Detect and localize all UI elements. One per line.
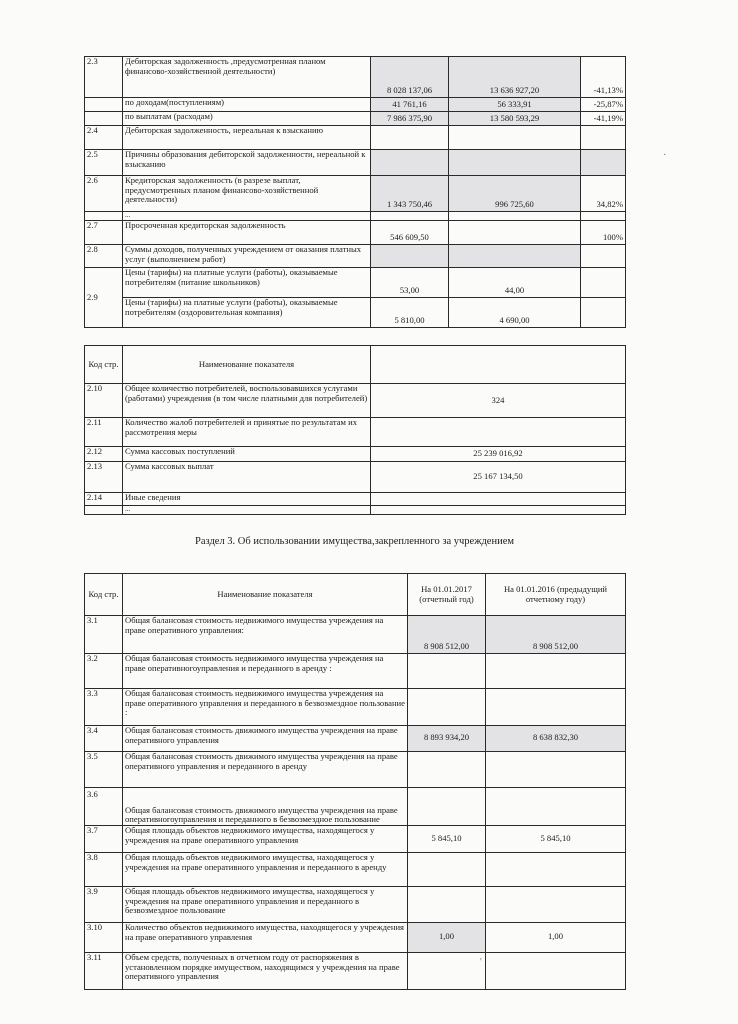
row-name: Объем средств, полученных в отчетном году от распоряжения в установленном порядке имуществом, находящимся у учреждения на праве оперативного управления bbox=[123, 953, 408, 990]
row-value bbox=[371, 418, 626, 447]
row-value bbox=[371, 493, 626, 506]
row-code bbox=[85, 98, 123, 112]
value-previous: 56 333,91 bbox=[449, 98, 581, 112]
row-code: 2.13 bbox=[85, 462, 123, 493]
row-code: 2.11 bbox=[85, 418, 123, 447]
value-current: 5 845,10 bbox=[408, 826, 486, 853]
table-row bbox=[85, 57, 626, 98]
value-current bbox=[408, 689, 486, 726]
row-name: по выплатам (расходам) bbox=[123, 112, 371, 126]
header-code: Код стр. bbox=[85, 574, 123, 616]
table-row bbox=[85, 418, 626, 447]
table-row bbox=[85, 447, 626, 462]
value-current: 53,00 bbox=[371, 268, 449, 298]
table-row bbox=[85, 654, 626, 689]
row-code: 2.14 bbox=[85, 493, 123, 506]
value-current bbox=[408, 752, 486, 788]
row-code: 2.7 bbox=[85, 221, 123, 245]
row-value bbox=[371, 506, 626, 515]
value-current bbox=[408, 788, 486, 826]
value-previous bbox=[486, 752, 626, 788]
row-code bbox=[85, 506, 123, 515]
change-percent: 34,82% bbox=[581, 176, 626, 212]
value-current: 8 893 934,20 bbox=[408, 726, 486, 752]
value-current: 8 028 137,06 bbox=[371, 57, 449, 98]
row-name: Дебиторская задолженность ,предусмотренная планом финансово-хозяйственной деятельности) bbox=[123, 57, 371, 98]
table-row bbox=[85, 112, 626, 126]
header-value bbox=[371, 346, 626, 384]
change-percent bbox=[581, 126, 626, 150]
row-code: 2.3 bbox=[85, 57, 123, 98]
table-row bbox=[85, 126, 626, 150]
row-name: Общая балансовая стоимость недвижимого имущества учреждения на праве оперативного управления: bbox=[123, 616, 408, 654]
table-row bbox=[85, 788, 626, 826]
change-percent bbox=[581, 150, 626, 176]
value-previous: 13 636 927,20 bbox=[449, 57, 581, 98]
value-previous: 5 845,10 bbox=[486, 826, 626, 853]
value-previous: 8 908 512,00 bbox=[486, 616, 626, 654]
row-name: Общая балансовая стоимость движимого имущества учреждения на праве оперативногоуправления и переданного в безвозмездное пользование bbox=[123, 788, 408, 826]
row-name: Сумма кассовых поступлений bbox=[123, 447, 371, 462]
table-row bbox=[85, 887, 626, 923]
row-code: 3.6 bbox=[85, 788, 123, 826]
row-code: 3.3 bbox=[85, 689, 123, 726]
row-code: 3.11 bbox=[85, 953, 123, 990]
row-name: Просроченная кредиторская задолженность bbox=[123, 221, 371, 245]
value-previous bbox=[449, 126, 581, 150]
table-row bbox=[85, 268, 626, 298]
row-name: Общая площадь объектов недвижимого имущества, находящегося у учреждения на праве оперативного управления и переданного в безвозмездное пользование bbox=[123, 887, 408, 923]
table-row bbox=[85, 493, 626, 506]
value-previous: 1,00 bbox=[486, 923, 626, 953]
change-percent: 100% bbox=[581, 221, 626, 245]
scan-speck: · bbox=[663, 150, 667, 161]
value-previous bbox=[486, 953, 626, 990]
value-previous: 8 638 832,30 bbox=[486, 726, 626, 752]
row-name: ... bbox=[123, 212, 371, 221]
row-name: Суммы доходов, полученных учреждением от оказания платных услуг (выполнением работ) bbox=[123, 245, 371, 268]
row-name: Кредиторская задолженность (в разрезе выплат, предусмотренных планом финансово-хозяйственной деятельности) bbox=[123, 176, 371, 212]
table-row bbox=[85, 245, 626, 268]
value-current: 5 810,00 bbox=[371, 298, 449, 328]
value-current bbox=[371, 126, 449, 150]
value-previous: 44,00 bbox=[449, 268, 581, 298]
row-name: Общая балансовая стоимость недвижимого имущества учреждения на праве оперативного управления и переданного в безвозмездное пользование : bbox=[123, 689, 408, 726]
scan-speck: ' bbox=[480, 957, 482, 968]
header-name: Наименование показателя bbox=[123, 346, 371, 384]
value-current bbox=[408, 953, 486, 990]
row-code: 3.10 bbox=[85, 923, 123, 953]
row-name: Общая балансовая стоимость движимого имущества учреждения на праве оперативного управления bbox=[123, 726, 408, 752]
table-row bbox=[85, 98, 626, 112]
row-name: Дебиторская задолженность, нереальная к взысканию bbox=[123, 126, 371, 150]
section-3-heading: Раздел 3. Об использовании имущества,закрепленного за учреждением bbox=[194, 536, 514, 547]
value-previous bbox=[449, 245, 581, 268]
table-row bbox=[85, 298, 626, 328]
table-row bbox=[85, 853, 626, 887]
table-row bbox=[85, 150, 626, 176]
change-percent: -41,13% bbox=[581, 57, 626, 98]
row-name: по доходам(поступлениям) bbox=[123, 98, 371, 112]
table-row bbox=[85, 221, 626, 245]
value-previous: 13 580 593,29 bbox=[449, 112, 581, 126]
value-current bbox=[408, 853, 486, 887]
row-code: 2.6 bbox=[85, 176, 123, 212]
header-reporting-year: На 01.01.2017 (отчетный год) bbox=[408, 574, 486, 616]
row-name: Причины образования дебиторской задолженности, нереальной к взысканию bbox=[123, 150, 371, 176]
value-previous bbox=[449, 212, 581, 221]
table-row bbox=[85, 752, 626, 788]
table-row bbox=[85, 384, 626, 418]
table-header-row bbox=[85, 574, 626, 616]
value-current: 8 908 512,00 bbox=[408, 616, 486, 654]
row-name: Общая площадь объектов недвижимого имущества, находящегося у учреждения на праве оперативного управления bbox=[123, 826, 408, 853]
header-code: Код стр. bbox=[85, 346, 123, 384]
value-current bbox=[371, 245, 449, 268]
row-code: 2.4 bbox=[85, 126, 123, 150]
row-name: Общая площадь объектов недвижимого имущества, находящегося у учреждения на праве оперативного управления и переданного в аренду bbox=[123, 853, 408, 887]
table-row bbox=[85, 726, 626, 752]
row-value: 324 bbox=[371, 384, 626, 418]
row-name: Цены (тарифы) на платные услуги (работы), оказываемые потребителям (питание школьников) bbox=[123, 268, 371, 298]
row-code bbox=[85, 212, 123, 221]
row-code: 3.7 bbox=[85, 826, 123, 853]
row-code: 3.2 bbox=[85, 654, 123, 689]
row-code: 2.10 bbox=[85, 384, 123, 418]
row-code: 2.8 bbox=[85, 245, 123, 268]
row-name: Сумма кассовых выплат bbox=[123, 462, 371, 493]
row-name: Общая балансовая стоимость недвижимого имущества учреждения на праве оперативногоуправления и переданного в аренду : bbox=[123, 654, 408, 689]
value-current: 1,00 bbox=[408, 923, 486, 953]
value-current: 7 986 375,90 bbox=[371, 112, 449, 126]
table-row bbox=[85, 923, 626, 953]
value-previous bbox=[486, 654, 626, 689]
table-row bbox=[85, 689, 626, 726]
table-row bbox=[85, 826, 626, 853]
value-current: 41 761,16 bbox=[371, 98, 449, 112]
row-code: 3.9 bbox=[85, 887, 123, 923]
value-current: 1 343 750,46 bbox=[371, 176, 449, 212]
row-code: 2.12 bbox=[85, 447, 123, 462]
value-previous bbox=[486, 853, 626, 887]
row-name: Общее количество потребителей, воспользовавшихся услугами (работами) учреждения (в том числе платными для потребителей) bbox=[123, 384, 371, 418]
change-percent bbox=[581, 212, 626, 221]
row-name: Иные сведения bbox=[123, 493, 371, 506]
table-row bbox=[85, 953, 626, 990]
value-previous: 996 725,60 bbox=[449, 176, 581, 212]
value-previous bbox=[486, 689, 626, 726]
row-code bbox=[85, 112, 123, 126]
row-name: ... bbox=[123, 506, 371, 515]
row-code: 3.4 bbox=[85, 726, 123, 752]
row-code: 3.1 bbox=[85, 616, 123, 654]
row-code: 3.8 bbox=[85, 853, 123, 887]
header-name: Наименование показателя bbox=[123, 574, 408, 616]
value-previous bbox=[449, 150, 581, 176]
property-usage-table bbox=[84, 573, 626, 990]
value-current bbox=[371, 212, 449, 221]
value-previous: 4 690,00 bbox=[449, 298, 581, 328]
change-percent: -25,87% bbox=[581, 98, 626, 112]
table-row bbox=[85, 176, 626, 212]
table-row bbox=[85, 506, 626, 515]
row-code: 2.5 bbox=[85, 150, 123, 176]
row-name: Общая балансовая стоимость движимого имущества учреждения на праве оперативного управления и переданного в аренду bbox=[123, 752, 408, 788]
change-percent bbox=[581, 245, 626, 268]
change-percent bbox=[581, 298, 626, 328]
table-row bbox=[85, 212, 626, 221]
row-value: 25 239 016,92 bbox=[371, 447, 626, 462]
row-code: 3.5 bbox=[85, 752, 123, 788]
value-previous bbox=[486, 887, 626, 923]
value-current bbox=[408, 887, 486, 923]
change-percent: -41,19% bbox=[581, 112, 626, 126]
value-current: 546 609,50 bbox=[371, 221, 449, 245]
value-current bbox=[371, 150, 449, 176]
change-percent bbox=[581, 268, 626, 298]
row-name: Количество жалоб потребителей и принятые по результатам их рассмотрения меры bbox=[123, 418, 371, 447]
financial-indicators-table bbox=[84, 56, 626, 328]
value-previous bbox=[486, 788, 626, 826]
header-previous-year: На 01.01.2016 (предыдущий отчетному году) bbox=[486, 574, 626, 616]
table-header-row bbox=[85, 346, 626, 384]
value-current bbox=[408, 654, 486, 689]
value-previous bbox=[449, 221, 581, 245]
row-value: 25 167 134,50 bbox=[371, 462, 626, 493]
table-row bbox=[85, 616, 626, 654]
table-row bbox=[85, 462, 626, 493]
row-name: Цены (тарифы) на платные услуги (работы), оказываемые потребителям (оздоровительная компания) bbox=[123, 298, 371, 328]
row-name: Количество объектов недвижимого имущества, находящегося у учреждения на праве оперативного управления bbox=[123, 923, 408, 953]
services-indicators-table bbox=[84, 345, 626, 515]
row-code: 2.9 bbox=[85, 268, 123, 328]
